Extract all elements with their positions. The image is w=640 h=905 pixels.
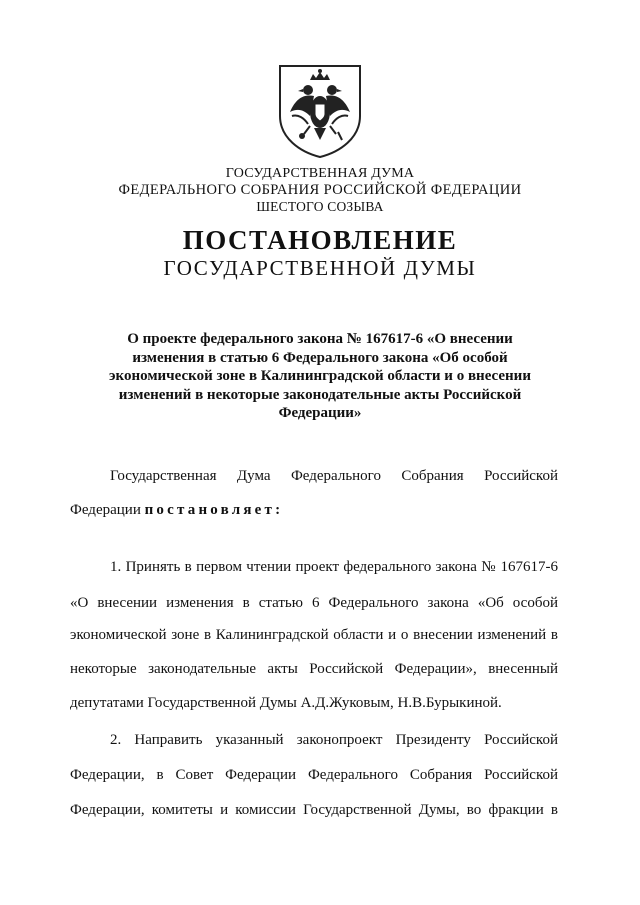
item1-line-5: депутатами Государственной Думы А.Д.Жуковым, Н.В.Бурыкиной. xyxy=(70,695,502,711)
coat-of-arms-emblem-icon xyxy=(274,60,366,160)
header-federal-assembly: ФЕДЕРАЛЬНОГО СОБРАНИЯ РОССИЙСКОЙ ФЕДЕРАЦИИ xyxy=(118,182,522,198)
document-title: ПОСТАНОВЛЕНИЕ xyxy=(182,225,458,255)
preamble-line-1: Государственная Дума Федерального Собрания Российской xyxy=(110,468,558,484)
item1-line-4: некоторые законодательные акты Российской Федерации», внесенный xyxy=(70,661,558,677)
item1-line-2: «О внесении изменения в статью 6 Федерального закона «Об особой xyxy=(70,595,558,611)
item2-line-3: Федерации, комитеты и комиссии Государственной Думы, во фракции в xyxy=(70,802,558,818)
bill-title: О проекте федерального закона № 167617-6 «О внесении изменения в статью 6 Федерального закона «Об особой экономической зоне в Калининградской области и о внесении изменений в некоторые законодательные акты Российской Федерации» xyxy=(109,331,531,421)
item2-line-1: 2. Направить указанный законопроект Президенту Российской xyxy=(110,732,558,748)
document-subtitle: ГОСУДАРСТВЕННОЙ ДУМЫ xyxy=(163,256,477,280)
preamble-prefix: Федерации xyxy=(70,502,145,518)
decides-word: постановляет: xyxy=(144,502,284,518)
header-duma: ГОСУДАРСТВЕННАЯ ДУМА xyxy=(225,166,415,181)
preamble-line-2 xyxy=(70,500,283,520)
item1-line-1: 1. Принять в первом чтении проект федерального закона № 167617-6 xyxy=(110,559,558,575)
item2-line-2: Федерации, в Совет Федерации Федерального Собрания Российской xyxy=(70,767,558,783)
item1-line-3: экономической зоне в Калининградской области и о внесении изменений в xyxy=(70,627,558,643)
header-convocation: ШЕСТОГО СОЗЫВА xyxy=(256,199,384,214)
